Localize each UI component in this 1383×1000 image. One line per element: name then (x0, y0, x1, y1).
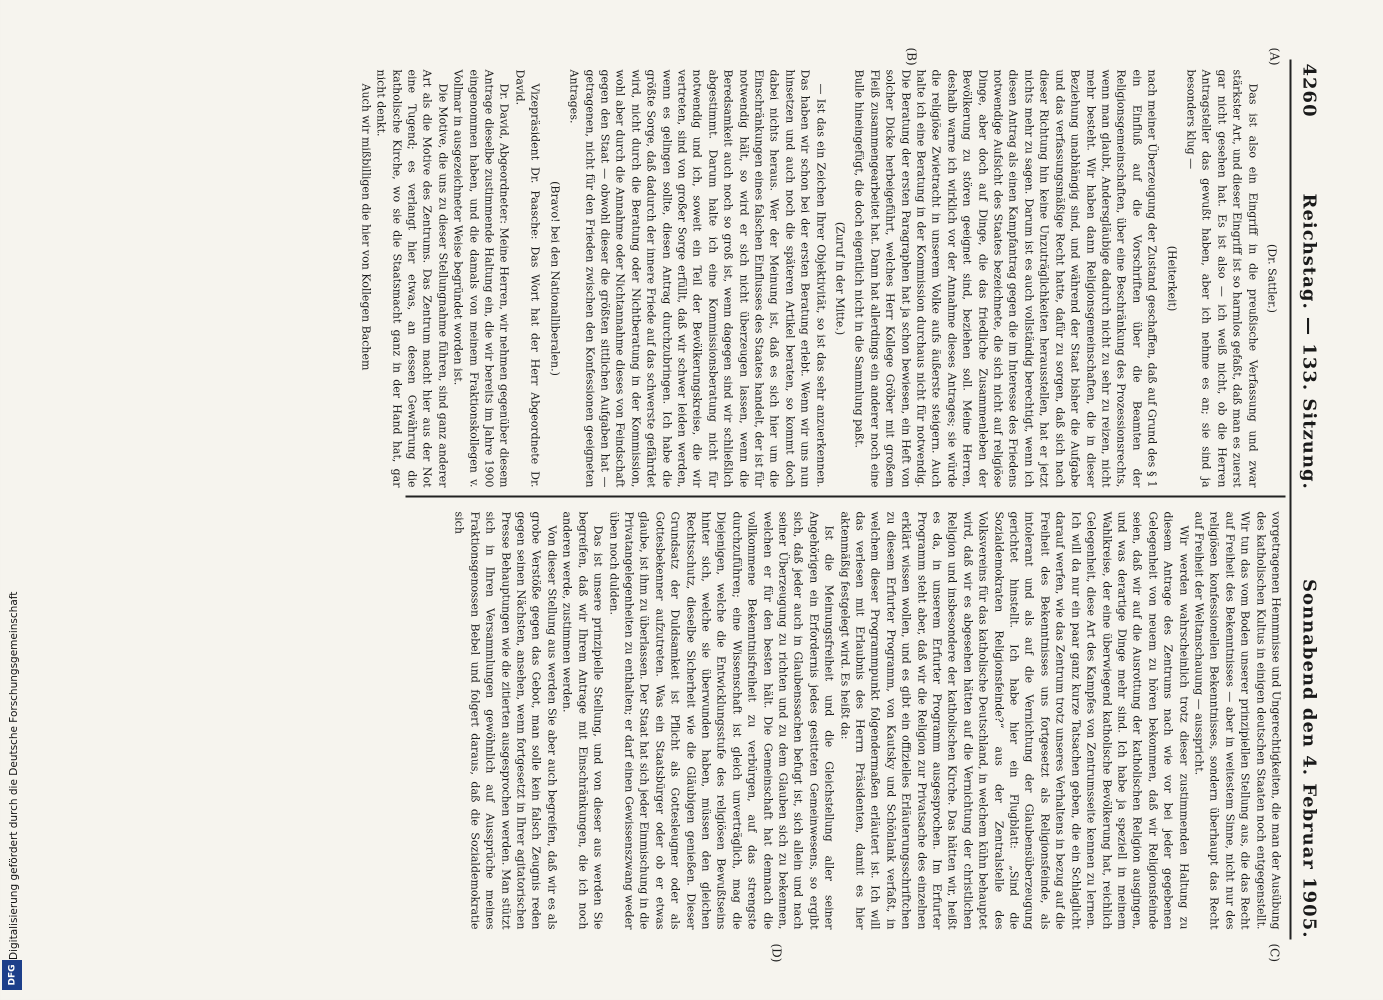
paragraph: Von dieser Stellung aus werden Sie aber auch begreifen, daß wir es als grobe Verstöße gegen das Gebot, man solle kein falsch Zeugnis reden gegen seinen Nächsten, ansehen, wenn fortgesetzt in Ihrer agitatorischen Presse Behauptungen wie die zitierten ausgesprochen werden. Man stützt sich in Ihren Versammlungen gewöhnlich auf Aussprüche meines Fraktionsgenossen Bebel und folgert daraus, daß die Sozialdemokratie sich (452, 511, 559, 930)
margin-mark-d: (D) (769, 943, 784, 963)
interjection: (Heiterkeit) (1165, 245, 1179, 312)
margin-mark-c: (C) (1267, 943, 1282, 963)
margin-mark-a: (A) (1267, 47, 1282, 66)
document-page (1, 0, 1383, 1000)
paragraph: Das ist unsere prinzipielle Stellung, und von dieser aus werden Sie begreifen, daß wir Ihrem Antrage mit Einschränkungen, die ich noch anderen werde, zustimmen werden. (560, 511, 605, 930)
paragraph: Das ist also ein Eingriff in die preußische Verfassung und zwar stärkster Art, und dieser Eingriff ist so harmlos gefaßt, daß man es zuerst gar nicht gesehen hat. Es ist also — ich weiß nicht, ob die Herren Antragsteller das gewußt haben, aber ich nehme es an; sie sind ja besonders klug — (1184, 69, 1260, 488)
paragraph: Dr. David, Abgeordneter: Meine Herren, wir nehmen gegenüber diesem Antrage dieselbe zustimmende Haltung ein, die wir bereits im Jahre 1900 eingenommen haben, und die damals von meinem Fraktionskollegen v. Vollmar in ausgezeichneter Weise begründet worden ist. (451, 69, 511, 488)
credit-text: Digitalisierung gefördert durch die Deutsche Forschungsgemeinschaft (8, 591, 20, 960)
right-column (284, 512, 1284, 930)
margin-mark-b: (B) (904, 47, 919, 66)
page-header (1292, 64, 1322, 939)
paragraph: Auch wir mißbilligen die hier von Kollegen Bachem (359, 83, 373, 371)
interjection: (Bravo! bei den Nationalliberalen.) (548, 181, 562, 376)
chair-announcement: Vizepräsident Dr. Paasche: Das Wort hat der Herr Abgeordnete Dr. David. (513, 69, 542, 488)
speaker-tag: (Dr. Sattler.) (1265, 244, 1279, 313)
column-divider (406, 496, 1286, 498)
dfg-logo (2, 960, 22, 990)
header-date: Sonnabend den 4. Februar 1905. (1298, 579, 1320, 939)
dfg-logo-text: DFG (7, 964, 18, 986)
page-number: 4260 (1298, 63, 1320, 118)
interjection: (Zuruf in der Mitte.) (833, 221, 847, 336)
paragraph: Die Motive, die uns zu dieser Stellungnahme führen, sind ganz anderer Art als die Motive des Zentrums. Das Zentrum macht hier aus der Not eine Tugend; es verlangt hier etwas, an dessen Gewährung die katholische Kirche, wo sie die Staatsmacht ganz in der Hand hat, gar nicht denkt. (374, 69, 450, 488)
quoted-paragraph: Ist die Meinungsfreiheit und die Gleichstellung aller seiner Angehörigen ein Erfordernis jedes gesitteten Gemeinwesens, so ergibt sich, daß jeder auch in Glaubenssachen befugt ist, sich allein und nach seiner Überzeugung zu richten und zu dem Glauben sich zu bekennen, welchen er für den besten hält. Die Gemeinschaft hat demnach die vollkommene Bekenntnisfreiheit zu verbürgen, auf das strengste durchzuführen; eine Wissenschaft ist gleich unverträglich, mag die Diejenigen, welche die Entwicklungsstufe des religiösen Bewußtseins hinter sich, welche sie überwunden haben, müssen den gleichen Rechtsschutz, dieselbe Sicherheit wie die Gläubigen genießen. Dieser Grundsatz der Duldsamkeit ist Pflicht als Gottesleugner oder als Gottesbekenner aufzutreten. Was ein Staatsbürger oder ob er etwas glaube, ist ihm zu überlassen. Der Staat hat sich jeder Einmischung in die Privatangelegenheiten zu enthalten; er darf einen Gewissenszwang weder üben noch dulden. (607, 511, 836, 930)
digitization-credit (4, 30, 22, 970)
paragraph: — Ist das ein Zeichen Ihrer Objektivität, so ist das sehr anzuerkennen. Das haben wir schon bei der ersten Beratung erlebt. Wenn wir uns nun hinsetzen und auch noch die späteren Artikel beraten, so kommt doch dabei nichts heraus. Wer der Meinung ist, daß es sich hier um die Einschränkungen eines falschen Einflusses des Staates handelt, der ist für notwendig hält, so wird er sich nicht überzeugen lassen, wenn die Beredsamkeit auch noch so groß ist, wenn dagegen sind wir schließlich abgestimmt. Darum halte ich eine Kommissionsberatung nicht für notwendig und ich, soweit ein Teil der Bevölkerungskreise, die wir vertreten, sind von großer Sorge erfüllt, daß wir schwer leiden werden, wenn es gelingen sollte, diesen Antrag durchzubringen. Ich habe die größte Sorge, daß dadurch der innere Friede auf das schwerste gefährdet wird, nicht durch die Beratung oder Nichtberatung in der Kommission, wohl aber durch die Annahme oder Nichtannahme dieses von Feindschaft gegen den Staat — obwohl dieser die größten sittlichen Aufgaben hat — getragenen, nicht für den Frieden zwischen den Konfessionen geeigneten Antrages. (567, 69, 828, 488)
left-column (284, 70, 1284, 488)
paragraph: vorgetragenen Hemmnisse und Ungerechtigkeiten, die man der Ausübung des katholischen Kultus in einigen deutschen Staaten noch entgegenstellt. Wir tun das vom Boden unserer prinzipiellen Stellung aus, die das Recht auf Freiheit des Bekenntnisses — aber in weitestem Sinne, nicht nur des religiösen konfessionellen Bekenntnisses, sondern überhaupt das Recht auf Freiheit der Weltanschauung — ausspricht. (1192, 511, 1283, 930)
header-rule (1290, 60, 1292, 940)
paragraph: nach meiner Überzeugung der Zustand geschaffen, daß auf Grund des § 1 ein Einfluß auf die Vorschriften über die Beamten der Religionsgemeinschaften, über eine Beschränkung des Prozessionsrechts, wenn man glaubt, Andersgläubige dadurch nicht zu sehr zu reizen, nicht mehr besteht. Wir haben dann Religionsgemeinschaften, die in dieser Beziehung unabhängig sind, und während der Staat bisher die Aufgabe und das verfassungsmäßige Recht hatte, dafür zu sorgen, daß sich nach dieser Richtung hin keine Unzuträglichkeiten herausstellen, hat er jetzt nichts mehr zu sagen. Darum ist es auch vollständig berechtigt, wenn ich diesen Antrag als einen Kampfantrag gegen die im Interesse des Friedens notwendige Aufsicht des Staates bezeichnete, die sich nicht auf religiöse Dinge, aber doch auf Dinge, die das friedliche Zusammenleben der Bevölkerung zu stören geeignet sind, beziehen soll. Meine Herren, deshalb warne ich wirklich vor der Annahme dieses Antrages; sie würde die religiöse Zwietracht in unserem Volke aufs äußerste steigern. Auch halte ich eine Beratung in der Kommission durchaus nicht für notwendig. Die Beratung der ersten Paragraphen hat ja schon bewiesen, ein Heft von solcher Dicke herbeigeführt, welches Herr Kollege Gröber mit großem Fleiß zusammengearbeitet hat. Dann hat allerdings ein anderer noch eine Bulle hineingefügt, die doch eigentlich nicht in die Sammlung paßt. (852, 69, 1159, 488)
paragraph: Wir werden wahrscheinlich trotz dieser zustimmenden Haltung zu diesem Antrage des Zentrums nach wie vor bei jeder gegebenen Gelegenheit von neuem zu hören bekommen, daß wir Religionsfeinde seien, daß wir auf die Ausrottung der katholischen Religion ausgingen, und was derartige Dinge mehr sind. Ich habe ja speziell in meinem Wahlkreise, der eine überwiegend katholische Bevölkerung hat, reichlich Gelegenheit, diese Art des Kampfes von Zentrumsseite kennen zu lernen. Ich will da nur ein paar ganz kurze Tatsachen geben, die ein Schlaglicht darauf werfen, wie das Zentrum trotz unseres Verhaltens in bezug auf die Freiheit des Bekenntnisses uns fortgesetzt als Religionsfeinde, als intolerant und als auf die Vernichtung der Glaubensüberzeugung gerichtet hinstellt. Ich habe hier ein Flugblatt: „Sind die Sozialdemokraten Religionsfeinde?“ aus der Zentralstelle des Volksvereins für das katholische Deutschland, in welchem kühn behauptet wird, daß wir es abgesehen hätten auf die Vernichtung der christlichen Religion und insbesondere der katholischen Kirche. Das hätten wir, heißt es da, in unserem Erfurter Programm ausgesprochen. Im Erfurter Programm steht aber, daß wir die Religion zur Privatsache des einzelnen erklärt wissen wollen, und es gibt ein offizielles Erläuterungsschriftchen zu diesem Erfurter Programm, von Kautsky und Schönlank verfaßt, in welchem dieser Programmpunkt folgendermaßen erläutert ist. Ich will das verlesen mit Erlaubnis des Herrn Präsidenten, damit es hier aktenmäßig festgelegt wird. Es heißt da: (838, 511, 1191, 930)
header-title: Reichstag. — 133. Sitzung. (1298, 193, 1320, 490)
